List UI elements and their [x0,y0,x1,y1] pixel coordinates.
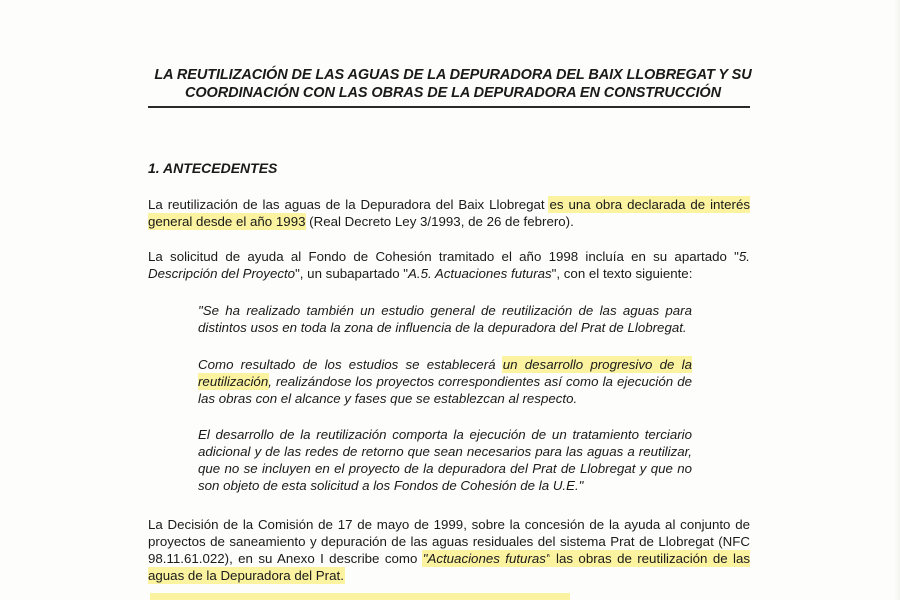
paragraph-2-italic-b: A.5. Actuaciones futuras [408,266,552,281]
quote-paragraph-1: "Se ha realizado también un estudio general de reutilización de las aguas para distintos usos en toda la zona de influencia de la depuradora del Prat de Llobregat. [198,303,692,335]
document-title [128,66,778,102]
quote-2-text-b: , realizándose los proyectos correspondientes así como la ejecución de las obras con el alcance y fases que se establezcan al respecto. [198,374,692,406]
paragraph-2 [148,248,750,282]
title-line-1: LA REUTILIZACIÓN DE LAS AGUAS DE LA DEPURADORA DEL BAIX LLOBREGAT Y SU [154,67,752,83]
paragraph-3-italic: "Actuaciones futuras" [422,551,551,566]
quote-2-highlight: un desarrollo progresivo de la reutilización [198,357,692,389]
paragraph-3-text-a: La Decisión de la Comisión de 17 de mayo de 1999, sobre la concesión de la ayuda al conjunto de proyectos de saneamiento y depuración de las aguas residuales del sistema Prat de Llobregat (NFC 98.11.61.022), en su Anexo I describe como [148,517,750,566]
paragraph-3-highlight: las obras de reutilización de las aguas de la Depuradora del Prat. [148,551,751,583]
paragraph-1-highlight: es una obra declarada de interés general desde el año 1993 [148,197,750,229]
quote-paragraph-3: El desarrollo de la reutilización comporta la ejecución de un tratamiento terciario adicional y de las redes de retorno que sean necesarios para las aguas a reutilizar, que no se incluyen en el proyecto de la depuradora del Prat de Llobregat y que no son objeto de esta solicitud a los Fondos de Cohesión de la U.E." [198,427,692,493]
paragraph-1-text-a: La reutilización de las aguas de la Depuradora del Baix Llobregat [148,197,550,212]
paragraph-2-text-c: ", con el texto siguiente: [551,266,693,281]
paragraph-3 [148,516,750,584]
quote-2-text-a: Como resultado de los estudios se establecerá [198,357,503,372]
paragraph-3-highlight-italic [423,551,551,566]
title-line-2: COORDINACIÓN CON LAS OBRAS DE LA DEPURADORA EN CONSTRUCCIÓN [185,85,721,101]
quote-paragraph-2 [198,356,692,407]
paragraph-2-text-a: La solicitud de ayuda al Fondo de Cohesión tramitado el año 1998 incluía en su apartado " [148,249,739,264]
paragraph-1 [148,196,750,230]
highlight-fragment-bottom [150,593,570,600]
paragraph-2-italic-a: 5. Descripción del Proyecto [148,249,750,281]
scan-edge-shadow [894,0,900,600]
paragraph-2-text-b: ", un subapartado " [295,266,409,281]
section-heading: 1. ANTECEDENTES [148,160,278,176]
title-underline [148,106,750,108]
paragraph-1-text-b: (Real Decreto Ley 3/1993, de 26 de febrero). [305,214,574,229]
